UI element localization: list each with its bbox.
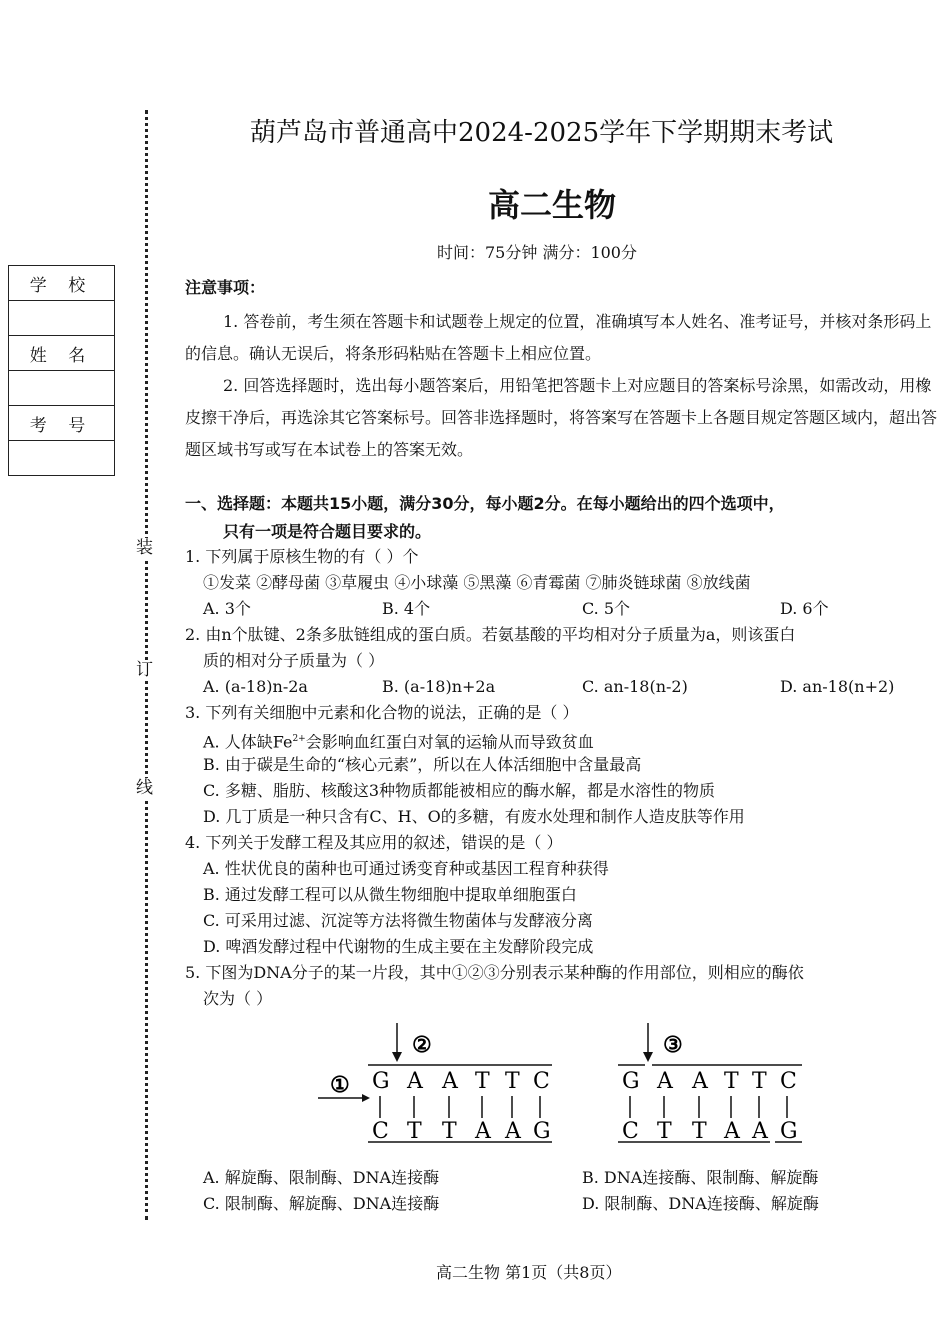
q1-option-a: A. 3个 bbox=[203, 599, 251, 618]
notice-item-1-text: 1. 答卷前，考生须在答题卡和试题卷上规定的位置，准确填写本人姓名、准考证号，并核对条形码上的信息。确认无误后，将条形码粘贴在答题卡上相应位置。 bbox=[185, 312, 932, 363]
notice-item-2 bbox=[185, 370, 940, 466]
q2-stem-2: 质的相对分子质量为（ ） bbox=[203, 651, 385, 670]
left-top-base-4: T bbox=[475, 1069, 490, 1094]
q2-option-d: D. an-18(n+2) bbox=[780, 677, 895, 696]
notice-item-2-text: 2. 回答选择题时，选出每小题答案后，用铅笔把答题卡上对应题目的答案标号涂黑，如需改动，用橡皮擦干净后，再选涂其它答案标号。回答非选择题时，将答案写在答题卡上各题目规定答题区域内，超出答题区域书写或写在本试卷上的答案无效。 bbox=[185, 376, 938, 459]
right-top-base-6: C bbox=[780, 1069, 797, 1094]
right-bottom-base-6: G bbox=[780, 1119, 798, 1144]
q2-option-a: A. (a-18)n-2a bbox=[203, 677, 308, 696]
school-label: 学 校 bbox=[9, 266, 115, 301]
q1-items: ①发菜 ②酵母菌 ③草履虫 ④小球藻 ⑤黑藻 ⑥青霉菌 ⑦肺炎链球菌 ⑧放线菌 bbox=[203, 573, 751, 592]
right-bottom-base-2: T bbox=[657, 1119, 672, 1144]
right-bottom-strand bbox=[622, 1119, 798, 1144]
dna-marker-2: ② bbox=[412, 1032, 432, 1058]
right-bottom-base-4: A bbox=[724, 1119, 740, 1144]
left-top-base-5: T bbox=[505, 1069, 520, 1094]
left-top-base-1: G bbox=[372, 1069, 390, 1094]
right-bottom-base-1: C bbox=[622, 1119, 639, 1144]
exam-no-label: 考 号 bbox=[9, 406, 115, 441]
dna-marker-1: ① bbox=[330, 1072, 350, 1098]
notice-item-1 bbox=[185, 306, 940, 370]
dna-marker-3: ③ bbox=[663, 1032, 683, 1058]
q5-option-c: C. 限制酶、解旋酶、DNA连接酶 bbox=[203, 1194, 440, 1213]
right-bottom-base-5: A bbox=[752, 1119, 768, 1144]
q1-option-b: B. 4个 bbox=[382, 599, 431, 618]
name-label: 姓 名 bbox=[9, 336, 115, 371]
q1-option-c: C. 5个 bbox=[582, 599, 631, 618]
section-1-line-2: 只有一项是符合题目要求的。 bbox=[223, 522, 432, 541]
exam-title: 葫芦岛市普通高中2024-2025学年下学期期末考试 bbox=[250, 118, 834, 148]
left-bottom-base-1: C bbox=[372, 1119, 389, 1144]
q5-stem-1: 5. 下图为DNA分子的某一片段，其中①②③分别表示某种酶的作用部位，则相应的酶依 bbox=[185, 963, 804, 982]
subject-title: 高二生物 bbox=[488, 186, 617, 224]
q3-option-a-post: 会影响血红蛋白对氧的运输从而导致贫血 bbox=[305, 732, 594, 752]
q2-option-b: B. (a-18)n+2a bbox=[382, 677, 496, 696]
section-1-heading bbox=[185, 490, 940, 546]
right-top-base-5: T bbox=[752, 1069, 767, 1094]
section-1-line-1: 一、选择题：本题共15小题，满分30分，每小题2分。在每小题给出的四个选项中， bbox=[185, 494, 785, 513]
q5-option-a: A. 解旋酶、限制酶、DNA连接酶 bbox=[203, 1168, 440, 1187]
q3-stem: 3. 下列有关细胞中元素和化合物的说法，正确的是（ ） bbox=[185, 703, 579, 722]
q2-stem-1: 2. 由n个肽键、2条多肽链组成的蛋白质。若氨基酸的平均相对分子质量为a，则该蛋白 bbox=[185, 625, 796, 644]
notice-heading: 注意事项： bbox=[185, 278, 266, 297]
left-bottom-strand bbox=[372, 1119, 551, 1144]
q3-option-b: B. 由于碳是生命的“核心元素”，所以在人体活细胞中含量最高 bbox=[203, 755, 642, 774]
q3-option-c: C. 多糖、脂肪、核酸这3种物质都能被相应的酶水解，都是水溶性的物质 bbox=[203, 781, 716, 800]
right-top-base-1: G bbox=[622, 1069, 640, 1094]
dna-figure bbox=[300, 1020, 820, 1150]
q3-option-d: D. 几丁质是一种只含有C、H、O的多糖，有废水处理和制作人造皮肤等作用 bbox=[203, 807, 745, 826]
left-bottom-base-4: A bbox=[475, 1119, 491, 1144]
q3-option-a bbox=[203, 727, 594, 754]
binding-char-zhuang: 装 bbox=[136, 538, 153, 558]
name-field[interactable] bbox=[9, 371, 115, 406]
left-top-base-6: C bbox=[533, 1069, 550, 1094]
right-top-base-2: A bbox=[657, 1069, 673, 1094]
binding-char-xian: 线 bbox=[136, 778, 153, 798]
q1-option-d: D. 6个 bbox=[780, 599, 829, 618]
q4-option-a: A. 性状优良的菌种也可通过诱变育种或基因工程育种获得 bbox=[203, 859, 609, 878]
q5-stem-2: 次为（ ） bbox=[203, 989, 273, 1008]
binding-char-ding: 订 bbox=[136, 660, 153, 680]
left-bottom-base-2: T bbox=[407, 1119, 422, 1144]
q4-option-d: D. 啤酒发酵过程中代谢物的生成主要在主发酵阶段完成 bbox=[203, 937, 594, 956]
q2-option-c: C. an-18(n-2) bbox=[582, 677, 688, 696]
left-bottom-base-5: A bbox=[505, 1119, 521, 1144]
left-top-base-3: A bbox=[442, 1069, 458, 1094]
q4-option-c: C. 可采用过滤、沉淀等方法将微生物菌体与发酵液分离 bbox=[203, 911, 593, 930]
time-info: 时间：75分钟 满分：100分 bbox=[437, 243, 637, 262]
school-field[interactable] bbox=[9, 301, 115, 336]
right-top-base-3: A bbox=[692, 1069, 708, 1094]
right-top-base-4: T bbox=[724, 1069, 739, 1094]
exam-no-field[interactable] bbox=[9, 441, 115, 476]
student-info-box bbox=[8, 265, 115, 476]
left-bottom-base-6: G bbox=[533, 1119, 551, 1144]
q5-option-b: B. DNA连接酶、限制酶、解旋酶 bbox=[582, 1168, 819, 1187]
left-bottom-base-3: T bbox=[442, 1119, 457, 1144]
right-bottom-base-3: T bbox=[692, 1119, 707, 1144]
q5-option-d: D. 限制酶、DNA连接酶、解旋酶 bbox=[582, 1194, 819, 1213]
right-top-strand bbox=[622, 1069, 797, 1094]
q3-option-a-sup: 2+ bbox=[292, 734, 306, 744]
q4-stem: 4. 下列关于发酵工程及其应用的叙述，错误的是（ ） bbox=[185, 833, 563, 852]
left-top-strand bbox=[372, 1069, 550, 1094]
left-top-base-2: A bbox=[407, 1069, 423, 1094]
q4-option-b: B. 通过发酵工程可以从微生物细胞中提取单细胞蛋白 bbox=[203, 885, 577, 904]
q1-stem: 1. 下列属于原核生物的有（ ）个 bbox=[185, 547, 419, 566]
q3-option-a-pre: A. 人体缺Fe bbox=[203, 732, 293, 752]
page-footer: 高二生物 第1页（共8页） bbox=[436, 1263, 622, 1282]
